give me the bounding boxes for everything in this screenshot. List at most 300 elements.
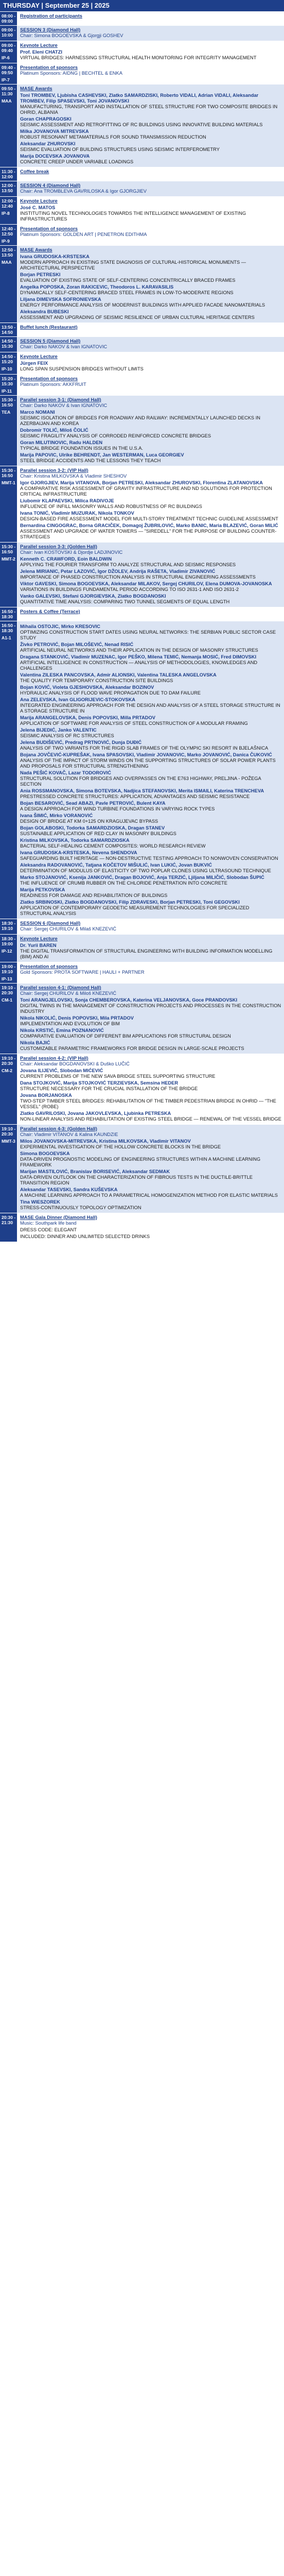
session-chair: Chair: Sergej CHURILOV & Milaš KNEZEVIĆ	[20, 926, 117, 931]
presentation-authors: Liubomir KLAPAEVSKI, Milica RADIVOJE	[20, 498, 114, 503]
time-slot	[0, 246, 17, 323]
presentation-title: A MACHINE LEARNING APPROACH TO A PARAMETRICAL HOMOGENIZATION METHOD FOR ELASTIC MATERIALS	[20, 1193, 278, 1198]
session-code: MAA	[2, 98, 12, 104]
time-label: 08:00 - 09:00	[2, 13, 16, 24]
time-slot	[0, 1054, 17, 1124]
session-code: IP-9	[2, 239, 10, 244]
presentation-title: BACTERIAL SELF-HEALING CEMENT COMPOSITES: WORLD RESEARCH REVIEW	[20, 843, 206, 849]
presentation-authors: Marija DOCEVSKA JOVANOVA	[20, 154, 90, 159]
schedule-row	[0, 246, 284, 323]
session-title: Registration of participants	[20, 13, 82, 19]
time-label: 12:40 - 12:50	[2, 226, 16, 236]
presentation-authors: Borjan PETRESKI	[20, 272, 61, 277]
session-code: TEA	[2, 410, 11, 415]
presentation-authors: Dobromir TOLIĆ, Miloš ČOLIĆ	[20, 428, 88, 433]
presentation-authors: Marija PETKOVSKA	[20, 887, 65, 892]
session-code: IP-8	[2, 211, 10, 216]
presentation-authors: Goran MILUTINOVIC, Radu HALDEN	[20, 440, 103, 445]
presentation-item	[20, 1068, 281, 1079]
session-title: Presentation of sponsors	[20, 65, 78, 70]
session-content	[17, 621, 284, 919]
session-code: IP-12	[2, 948, 12, 954]
schedule-row	[0, 962, 284, 984]
session-title: SESSION 4 (Diamond Hall)	[20, 183, 81, 188]
presentation-item	[20, 49, 281, 61]
session-title: Parallel session 4-1: (Diamond Hall)	[20, 985, 101, 990]
presentation-item	[20, 205, 281, 222]
schedule-row	[0, 984, 284, 1054]
schedule-row	[0, 197, 284, 225]
time-label: 16:50 - 18:30	[2, 609, 16, 619]
session-title: SESSION 6 (Diamond Hall)	[20, 921, 81, 926]
time-label: 15:30 - 16:50	[2, 397, 16, 408]
presentation-authors: Milka JOVANOVA MITREVSKA	[20, 129, 89, 134]
session-content	[17, 543, 284, 607]
session-chair: Chair: Ivan KOSTOVSKI & Djordje LADJINOVIC	[20, 550, 123, 555]
presentation-authors: Dr. Yurii BAREN	[20, 943, 57, 948]
presentation-item	[20, 740, 281, 751]
presentation-item	[20, 642, 281, 653]
time-label: 14:50 - 15:30	[2, 338, 16, 349]
presentation-title: LONG SPAN SUSPENSION BRIDGES WITHOUT LIMITS	[20, 366, 144, 371]
presentation-item	[20, 1040, 281, 1052]
presentation-authors: Aleksandra RADOVANOVIĆ, Tatjana KOČETOV MIŠULIĆ, Ivan LUKIĆ, Jovan BUKVIĆ	[20, 862, 212, 868]
schedule-row	[0, 1054, 284, 1125]
presentation-authors: Simona BOGOEVSKA	[20, 1151, 70, 1156]
presentation-item	[20, 900, 281, 917]
session-content	[17, 935, 284, 962]
time-label: 14:50 - 15:20	[2, 354, 16, 364]
presentation-title: TYPICAL BRIDGE FOUNDATION ISSUES IN THE U.S.A.	[20, 446, 144, 451]
presentation-authors: Milos JOVANOVSKA-MITREVSKA, Kristina MILKOVSKA, Vladimir VITANOV	[20, 1139, 191, 1144]
schedule-row	[0, 167, 284, 181]
session-content	[17, 1125, 284, 1213]
session-content	[17, 337, 284, 352]
presentation-title: SEISMIC FRAGILITY ANALYSIS OF CORRODED REINFORCED CONCRETE BRIDGES	[20, 433, 211, 438]
time-slot	[0, 919, 17, 934]
time-label: 09:00 - 09:40	[2, 43, 16, 53]
presentation-title: COMPARATIVE EVALUATION OF DIFFERENT BIM APPLICATIONS FOR STRUCTURAL DESIGN	[20, 1033, 231, 1039]
session-title: Posters & Coffee (Terrace)	[20, 609, 80, 614]
time-label: 12:00 - 12:40	[2, 198, 16, 209]
session-content	[17, 607, 284, 621]
presentation-item	[20, 875, 281, 886]
presentation-item	[20, 581, 281, 592]
presentation-authors: Bojan GOLABOSKI, Todorka SAMARDZIOSKA, Dragan STANEV	[20, 825, 165, 831]
session-content	[17, 466, 284, 542]
presentation-item	[20, 154, 281, 165]
session-content	[17, 375, 284, 395]
time-slot	[0, 84, 17, 167]
session-chair: Chair: Simona BOGOEVSKA & Gjorgji GOSHEV	[20, 33, 123, 38]
time-slot	[0, 984, 17, 1054]
presentation-item	[20, 850, 281, 861]
presentation-authors: Zlatko SRBINOSKI, Zlatko BOGDANOVSKI, Filip ZDRAVESKI, Borjan PETRESKI, Toni GEGOVSKI	[20, 900, 240, 905]
time-slot	[0, 225, 17, 245]
presentation-title: STRESS-CONTINUOUSLY TOPOLOGY OPTIMIZATION	[20, 1205, 141, 1210]
session-content	[17, 26, 284, 41]
presentation-title: DESIGN-BASED FIRE ASSESSMENT MODEL FOR MULTI-STORY TREATMENT TECHNIC GUIDELINE ASSESSMENT	[20, 516, 278, 521]
session-chair: Chair: Aleksandar BOGDANOVSKI & Duško LUČIĆ	[20, 1061, 130, 1066]
presentation-authors: Viktor GAVESKI, Simona BOGOEVSKA, Aleksandar MILAKOV, Sergej CHURILOV, Elena DUMOVA-JOVANOSKA	[20, 581, 272, 586]
presentation-authors: Ana ZELEVSKA, Ivan GLIGORIJEVIC-STOKOVSKA	[20, 697, 136, 702]
presentation-item	[20, 1169, 281, 1186]
time-slot	[0, 962, 17, 983]
presentation-item	[20, 1111, 281, 1122]
presentation-authors: Goran CHAPRAGOSKI	[20, 116, 72, 122]
presentation-authors: Jürgen FEIX	[20, 361, 48, 366]
session-code: MMT-3	[2, 1139, 15, 1144]
schedule-row	[0, 337, 284, 352]
presentation-title: ENERGY PERFORMANCE ANALYSIS OF MODERNIST BUILDINGS WITH APPLIED FACADE NANOMATERIALS	[20, 302, 265, 308]
presentation-item	[20, 1187, 281, 1198]
presentation-title: SUSTAINABLE APPLICATION OF RED CLAY IN MASONRY BUILDINGS	[20, 831, 176, 836]
time-slot	[0, 181, 17, 196]
presentation-authors: Mihaila OSTOJIC, Mirko KRESOVIC	[20, 624, 100, 629]
presentation-authors: Jelena BIJEDIĆ, Janko VALENTIC	[20, 727, 97, 733]
presentation-item	[20, 284, 281, 296]
presentation-item	[20, 770, 281, 787]
time-slot	[0, 41, 17, 63]
presentation-title: DETERMINATION OF MODULUS OF ELASTICITY OF TWO POPLAR CLONES USING ULTRASOUND TECHNIQUE	[20, 868, 271, 873]
presentation-title: ASSESSMENT AND UPGRADE OF WATER TOWERS — "SIREDELL" FOR THE PURPOSE OF BUILDING COUNTER-STRATEGIES	[20, 529, 277, 539]
presentation-title: INFLUENCE OF INFILL MASONRY WALLS AND ROBUSTNESS OF RC BUILDINGS	[20, 504, 202, 509]
session-code: IP-11	[2, 388, 12, 394]
session-content	[17, 1054, 284, 1124]
session-title: Parallel session 3-2: (VIP Hall)	[20, 468, 88, 473]
presentation-authors: Ivana GRUDOSKA-KRSTESKA, Nevena SHENDOVA	[20, 850, 137, 855]
presentation-item	[20, 410, 281, 427]
schedule-row	[0, 375, 284, 396]
presentation-item	[20, 862, 281, 874]
presentation-item	[20, 511, 281, 522]
presentation-authors: Marco NOMANI	[20, 410, 55, 415]
session-chair: Chair: Kristina MILKOVSKA & Vladimir SHESHOV	[20, 473, 127, 479]
presentation-authors: Toni ARANGJELOVSKI, Sonja CHEMBEROVSKA, Katerina VELJANOVSKA, Goce PRANDOVSKI	[20, 997, 238, 1003]
session-chair: Chair: Vladimir VITANOV & Kalina KAUNDZIE	[20, 1132, 118, 1137]
time-slot	[0, 1125, 17, 1213]
presentation-item	[20, 498, 281, 510]
presentation-title: IMPORTANCE OF PHASED CONSTRUCTION ANALYSIS IN STRUCTURAL ENGINEERING ASSESSMENTS	[20, 574, 256, 580]
session-title: Keynote Lecture	[20, 198, 58, 204]
presentation-authors: Marija ARANGELOVSKA, Denis POPOVSKI, Milla PRTADOV	[20, 715, 155, 720]
session-title: Presentation of sponsors	[20, 226, 78, 231]
presentation-item	[20, 1227, 281, 1233]
time-label: 19:00 - 19:10	[2, 964, 16, 974]
presentation-authors: Vanko GALEVSKI, Stefani GJORGIEVSKA, Zlatko BOGDANOSKI	[20, 594, 166, 599]
session-code: CM-1	[2, 997, 13, 1003]
presentation-title: SAFEGUARDING BUILT HERITAGE — NON-DESTRUCTIVE TESTING APPROACH TO NONWOVEN CONSERVATION	[20, 856, 278, 861]
session-content	[17, 919, 284, 934]
presentation-item	[20, 997, 281, 1014]
program-page	[0, 0, 284, 1242]
presentation-authors: Kristina MILKOVSKA, Todorka SAMARDZIOSKA	[20, 838, 130, 843]
time-slot	[0, 167, 17, 181]
presentation-title: MANUFACTURING, TRANSPORT AND INSTALLATION OF STEEL STRUCTURE FOR TWO COMPOSITE BRIDGES IN OHRID, ALBANIA	[20, 104, 278, 115]
time-label: 19:10 - 20:30	[2, 1056, 16, 1066]
presentation-authors: Jelena BUDIŠEVIĆ, Predrag PRTNOVIĆ, Dunja DUĐIĆ	[20, 740, 142, 745]
presentation-item	[20, 523, 281, 540]
presentation-authors: Igor GJORGJIEV, Marija VITANOVA, Borjan PETRESKI, Aleksandar ZHUROVSKI, Florentina ZLATANOVSKA	[20, 480, 263, 485]
presentation-item	[20, 697, 281, 714]
presentation-title: THE QUALITY FOR TEMPORARY CONSTRUCTION SITE BUILDINGS	[20, 678, 173, 683]
session-content	[17, 12, 284, 25]
presentation-title: NON-LINEAR ANALYSIS AND REHABILITATION OF EXISTING STEEL BRIDGE — RENEWAL OF THE VESSEL BRIDGE	[20, 1116, 281, 1122]
presentation-title: ANALYSIS OF TWO VARIANTS FOR THE RIGID SLAB FRAMES OF THE OLYMPIC SKI RESORT IN BJELAŠNICA	[20, 745, 269, 751]
session-content	[17, 167, 284, 181]
presentation-item	[20, 813, 281, 824]
session-content	[17, 41, 284, 63]
session-chair: Chair: Ana TROMBLEVA GAVRILOSKA & Igor GJORGJIEV	[20, 189, 147, 194]
presentation-item	[20, 309, 281, 320]
schedule-row	[0, 1213, 284, 1242]
presentation-title: ROBUST RESONANT METAMATERIALS FOR SOUND TRANSMISSION REDUCTION	[20, 134, 206, 140]
session-title: SESSION 5 (Diamond Hall)	[20, 338, 81, 344]
presentation-item	[20, 654, 281, 671]
presentation-authors: Bernardina CINGOGRAC, Borna GRACIČEK, Domagoj ŽUBRILOVIĆ, Marko BANIC, Maria BLAZEVIĆ, Goran MILIĆ	[20, 523, 278, 528]
presentation-item	[20, 1093, 281, 1110]
session-code: IP-10	[2, 366, 12, 371]
session-chair: Platinum Sponsors: GOLDEN ART | PENETRON EDITHMA	[20, 232, 147, 237]
time-label: 15:20 - 15:30	[2, 376, 16, 386]
presentation-authors: Nikola BAJIĆ	[20, 1040, 50, 1045]
presentation-authors: Bojan KOVIĆ, Violeta GJESHOVSKA, Aleksandar BOZINOV	[20, 685, 154, 690]
presentation-authors: Toni TROMBEV, Ljubisha CASHEVSKI, Zlatko SAMARDZISKI, Roberto VIDALI, Adrian VIDALI, Aleksandar TROMBEV, Filip SPASEVSKI, Toni JOVANOVSKI	[20, 93, 259, 104]
presentation-item	[20, 685, 281, 696]
presentation-item	[20, 272, 281, 283]
presentation-item	[20, 801, 281, 812]
presentation-authors: Marija PAPOVIC, Ulrike BEHRENDT, Jan WESTERMAN, Luca GEORGIEV	[20, 452, 184, 457]
time-slot	[0, 935, 17, 962]
presentation-title: APPLICATION OF CONTEMPORARY GEODETIC MEASUREMENT TECHNOLOGIES FOR SPECIALIZED STRUCTURAL ANALYSIS	[20, 905, 250, 916]
presentation-title: THE DIGITAL TRANSFORMATION OF STRUCTURAL ENGINEERING WITH BUILDING INFORMATION MODELLING (BIM) AND AI	[20, 948, 273, 959]
schedule	[0, 12, 284, 1242]
session-title: SESSION 3 (Diamond Hall)	[20, 27, 81, 32]
presentation-authors: Dragana STANKOVIĆ, Vladimir MUZENAC, Igor PEŠKO, Milena TEMIĆ, Nemanja MOSIĆ, Fred DIMOVSKI	[20, 654, 257, 659]
presentation-title: APPLICATION OF SOFTWARE FOR ANALYSIS OF STEEL CONSTRUCTION OF A MODULAR FRAMING	[20, 721, 248, 726]
presentation-title: STRUCTURE NECESSARY FOR THE CRUCIAL INSTALLATION OF THE BRIDGE	[20, 1086, 198, 1091]
presentation-authors: Marijan MASTILOVIĆ, Branislav BORISEVIĆ, Aleksandar SEDMAK	[20, 1169, 170, 1174]
time-slot	[0, 466, 17, 542]
presentation-authors: Jelena MIRIANIC, Petar LAZOVIĆ, Igor DŽOLEV, Andrija RAŠETA, Vladimir ZIVANOVIĆ	[20, 569, 216, 574]
time-label: 18:30 - 19:00	[2, 936, 16, 946]
session-content	[17, 63, 284, 84]
session-content	[17, 984, 284, 1054]
presentation-item	[20, 594, 281, 605]
presentation-title: CURRENT PROBLEMS OF THE NEW SAVA BRIDGE STEEL SUPPORTING STRUCTURE	[20, 1074, 216, 1079]
session-title: Parallel session 4-3: (Golden Hall)	[20, 1126, 97, 1131]
session-content	[17, 352, 284, 374]
session-chair: Platinum Sponsors: AIDNG | BECHTEL & ENKA	[20, 71, 122, 76]
time-slot	[0, 1213, 17, 1242]
presentation-item	[20, 752, 281, 769]
presentation-title: SEISMIC EVALUATION OF BUILDING STRUCTURES USING SEISMIC INTERFEROMETRY	[20, 147, 220, 152]
time-label: 09:40 - 09:50	[2, 65, 16, 75]
presentation-authors: Bojana JOVČEVIĆ-KUPREŠAK, Ivana SPASOVSKI, Vladimir JOVANOVIC, Marko JOVANOVIĆ, Danica ČUKOVIĆ	[20, 752, 272, 757]
presentation-title: SEISMIC ISOLATION OF BRIDGES FOR ROADWAY AND RAILWAY: INCREMENTALLY LAUNCHED DECKS IN AZERBAIJAN AND KOREA	[20, 415, 260, 426]
presentation-title: STRUCTURAL SOLUTION FOR BRIDGES AND OVERPASSES ON THE E763 HIGHWAY, PRELJINA - POŽEGA SECTION	[20, 776, 261, 787]
presentation-authors: Valentina ZILESKA PANCOVSKA, Admir ALIONSKI, Valentina TALESKA ANGELOVSKA	[20, 672, 217, 677]
session-title: Presentation of sponsors	[20, 964, 78, 969]
time-label: 19:10 - 20:30	[2, 1126, 16, 1137]
session-title: MASE Awards	[20, 247, 52, 252]
schedule-row	[0, 607, 284, 621]
presentation-item	[20, 672, 281, 684]
presentation-authors: Aleksandar TASEVSKI, Sandra KUŠEVSKA	[20, 1187, 118, 1192]
presentation-item	[20, 480, 281, 497]
session-title: Parallel session 4-2: (VIP Hall)	[20, 1056, 88, 1061]
presentation-title: DYNAMICALLY SELF-CENTERING BRACED STEEL FRAMES IN LOW-TO-MODERATE REGIONS	[20, 290, 234, 295]
session-title: Keynote Lecture	[20, 43, 58, 48]
time-label: 20:30 - 21:30	[2, 1215, 16, 1225]
presentation-title: IMPLEMENTATION AND EVOLUTION OF BIM	[20, 1021, 120, 1026]
time-slot	[0, 26, 17, 41]
presentation-title: DIGITAL TWINS IN THE MANAGEMENT OF CONSTRUCTION PROJECTS AND PROCESSES IN THE CONSTRUCTION INDUSTRY	[20, 1003, 281, 1014]
schedule-row	[0, 352, 284, 375]
presentation-item	[20, 1015, 281, 1027]
schedule-row	[0, 1125, 284, 1213]
presentation-title: STEEL BRIDGE ACCIDENTS AND THE LESSONS THEY TEACH	[20, 458, 161, 463]
time-label: 09:50 - 11:30	[2, 86, 16, 96]
presentation-authors: Nada PEŠIĆ KOVAČ, Lazar TODOROVIĆ	[20, 770, 111, 775]
time-slot	[0, 63, 17, 84]
schedule-row	[0, 225, 284, 246]
presentation-title: SEISMIC ASSESSMENT AND RETROFITTING OF RC BUILDINGS USING INNOVATIVE BUILDING MATERIALS	[20, 122, 263, 127]
time-slot	[0, 375, 17, 395]
session-title: Presentation of sponsors	[20, 376, 78, 381]
presentation-authors: Jovana BORJANOSKA	[20, 1093, 72, 1098]
presentation-item	[20, 254, 281, 271]
presentation-title: TWO-STEP TIMBER STEEL BRIDGES: REHABILITATION OF THE TIMBER PEDESTRIAN BRIDGE IN OHRID — "THE VESSEL" (ROBE)	[20, 1098, 276, 1109]
schedule-row	[0, 12, 284, 26]
session-content	[17, 246, 284, 323]
presentation-item	[20, 452, 281, 464]
presentation-title: INCLUDED: DINNER AND UNLIMITED SELECTED DRINKS	[20, 1234, 150, 1239]
session-content	[17, 323, 284, 336]
session-code: IP-13	[2, 976, 12, 981]
time-label: 16:50 - 18:30	[2, 623, 16, 633]
time-label: 12:50 - 13:50	[2, 247, 16, 258]
session-code: A1-1	[2, 635, 11, 640]
presentation-title: INSTITUTING NOVEL TECHNOLOGIES TOWARDS THE INTELLIGENCE MANAGEMENT OF EXISTING INFRASTRUCTURES	[20, 211, 246, 222]
session-title: MASE Gala Dinner (Diamond Hall)	[20, 1215, 97, 1220]
presentation-title: READINESS FOR DAMAGE AND REHABILITATION OF BUILDINGS	[20, 893, 168, 898]
presentation-title: ANALYSIS OF THE IMPACT OF STORM WINDS ON THE SUPPORTING STRUCTURES OF SOLAR POWER PLANTS AND PROPOSALS FOR STRUCTURAL STRENGTHENING	[20, 758, 276, 769]
presentation-title: APPLYING THE FOURIER TRANSFORM TO ANALYZE STRUCTURAL AND SEISMIC RESPONSES	[20, 562, 236, 567]
presentation-item	[20, 1151, 281, 1168]
session-title: MASE Awards	[20, 86, 52, 91]
presentation-title: VIRTUAL BRIDGES: HARNESSING STRUCTURAL HEALTH MONITORING FOR INTEGRITY MANAGEMENT	[20, 55, 257, 60]
presentation-item	[20, 361, 281, 372]
session-content	[17, 197, 284, 224]
schedule-row	[0, 543, 284, 607]
presentation-authors: Živko PETROVIĆ, Bojan MILOŠEVIĆ, Nenad RISIĆ	[20, 642, 134, 647]
presentation-authors: Aleksandra BUBESKI	[20, 309, 69, 314]
session-content	[17, 1213, 284, 1242]
time-slot	[0, 352, 17, 374]
presentation-authors: José C. MATOS	[20, 205, 56, 210]
presentation-title: EXPERIMENTAL INVESTIGATION OF THE HOLLOW CONCRETE BLOCKS IN THE BRIDGE	[20, 1144, 221, 1149]
presentation-item	[20, 297, 281, 308]
time-slot	[0, 197, 17, 224]
presentation-title: CUSTOMIZABLE PARAMETRIC FRAMEWORKS FOR BRIDGE DESIGN IN LARGE-SCALE PROJECTS	[20, 1046, 244, 1051]
schedule-row	[0, 466, 284, 543]
time-label: 19:10 - 20:30	[2, 985, 16, 995]
presentation-authors: Prof. Eleni CHATZI	[20, 49, 62, 55]
presentation-title: ARTIFICIAL INTELLIGENCE IN CONSTRUCTION — ANALYSIS OF METHODOLOGIES, KNOWLEDGES AND CHALLENGES	[20, 660, 258, 671]
session-chair: Chair: Darko NAKOV & Ivan IGNATOVIC	[20, 344, 108, 349]
presentation-title: A COMPARATIVE RISK ASSESSMENT OF GRAVITY INFRASTRUCTURE AND ND SOLUTIONS FOR PROTECTION CRITICAL INFRASTRUCTURE	[20, 486, 272, 497]
presentation-item	[20, 715, 281, 726]
presentation-authors: Ivana ŠIMIĆ, Mirko VORANOVIĆ	[20, 813, 93, 818]
session-chair: Chair: Sergej CHURILOV & Miloš KNEZEVIĆ	[20, 991, 117, 996]
presentation-item	[20, 1080, 281, 1092]
session-code: CM-2	[2, 1068, 13, 1073]
session-chair: Chair: Darko NAKOV & Ivan IGNATOVIC	[20, 403, 108, 408]
day-header: THURSDAY | September 25 | 2025	[0, 0, 284, 12]
presentation-item	[20, 838, 281, 849]
schedule-row	[0, 41, 284, 63]
presentation-title: DATA-DRIVEN OUTLOOK ON THE CHARACTERIZATION OF FIBROUS TESTS IN THE DUCTILE-BRITTLE TRANSITION REGION	[20, 1175, 253, 1185]
schedule-row	[0, 621, 284, 919]
presentation-title: EVALUATION OF EXISTING STATE OF SELF-CENTERING CONCENTRICALLY BRACED FRAMES	[20, 278, 236, 283]
presentation-item	[20, 788, 281, 800]
presentation-item	[20, 1199, 281, 1211]
time-label: 11:30 - 12:00	[2, 169, 15, 179]
schedule-row	[0, 181, 284, 197]
presentation-item	[20, 943, 281, 960]
time-slot	[0, 12, 17, 25]
presentation-item	[20, 440, 281, 451]
session-code: MAA	[2, 260, 12, 265]
session-chair: Gold Sponsors: PROTA SOFTWARE | HAULI + PARTNER	[20, 970, 145, 975]
presentation-item	[20, 1139, 281, 1150]
presentation-title: A DESIGN APPROACH FOR WIND TURBINE FOUNDATIONS IN VARYING ROCK TYPES	[20, 806, 215, 811]
session-code: MMT-1	[2, 480, 15, 485]
session-content	[17, 225, 284, 245]
time-label: 18:30 - 19:10	[2, 921, 16, 931]
session-chair: Platinum Sponsors: AKKFRUIT	[20, 382, 86, 387]
session-content	[17, 396, 284, 466]
session-chair: Music: Southpark life band	[20, 1221, 77, 1226]
presentation-title: HYDRAULIC ANALYSIS OF FLOOD WAVE PROPAGATION DUE TO DAM FAILURE	[20, 690, 201, 696]
presentation-title: OPTIMIZING CONSTRUCTION START DATES USING NEURAL NETWORKS: THE SERBIAN PUBLIC SECTOR CASE STUDY	[20, 630, 276, 640]
session-title: Parallel session 3-1: (Diamond Hall)	[20, 397, 101, 402]
presentation-title: PRESTRESSED CONCRETE STRUCTURES: APPLICATION, ADVANTAGES AND SEISMIC RESISTANCE	[20, 794, 250, 799]
presentation-item	[20, 1234, 281, 1240]
presentation-title: ARTIFICIAL NEURAL NETWORKS AND THEIR APPLICATION IN THE DESIGN OF MASONRY STRUCTURES	[20, 648, 258, 653]
time-slot	[0, 607, 17, 621]
presentation-authors: Liljana DIMEVSKA SOFRONIEVSKA	[20, 297, 101, 302]
presentation-title: ASSESSMENT AND UPGRADING OF SEISMIC RESILIENCE OF URBAN CULTURAL HERITAGE CENTERS	[20, 315, 255, 320]
presentation-item	[20, 727, 281, 739]
time-slot	[0, 621, 17, 919]
presentation-title: DATA-DRIVEN PROGNOSTIC MODELING OF ENGINEERING STRUCTURES WITHIN A MACHINE LEARNING FRAMEWORK	[20, 1157, 261, 1167]
presentation-authors: Angelka POPOSKA, Zoran RAKICEVIC, Theodoros L. KARAVASILIS	[20, 284, 174, 290]
session-title: Keynote Lecture	[20, 936, 58, 941]
presentation-authors: Nikola KRSTIĆ, Emina POZNANOVIĆ	[20, 1028, 104, 1033]
presentation-authors: Ania ROSSMANOVSKA, Simona BOTEVSKA, Nadjica STEFANOVSKI, Merita ISMAILI, Katerina TRENCHEVA	[20, 788, 264, 793]
time-slot	[0, 323, 17, 336]
presentation-authors: Zlatko GAVRILOSKI, Jovana JAKOVLEVSKA, Ljubinka PETRESKA	[20, 1111, 171, 1116]
presentation-title: DESIGN OF BRIDGE AT KM 0+125 ON KRAGUJEVAC BYPASS	[20, 819, 158, 824]
schedule-row	[0, 919, 284, 935]
presentation-authors: Bojan BESAROVIĆ, Sead ABAZI, Pavle PETROVIĆ, Bulent KAYA	[20, 801, 166, 806]
time-label: 13:50 - 14:50	[2, 325, 16, 335]
presentation-item	[20, 887, 281, 899]
schedule-row	[0, 26, 284, 41]
presentation-item	[20, 141, 281, 152]
